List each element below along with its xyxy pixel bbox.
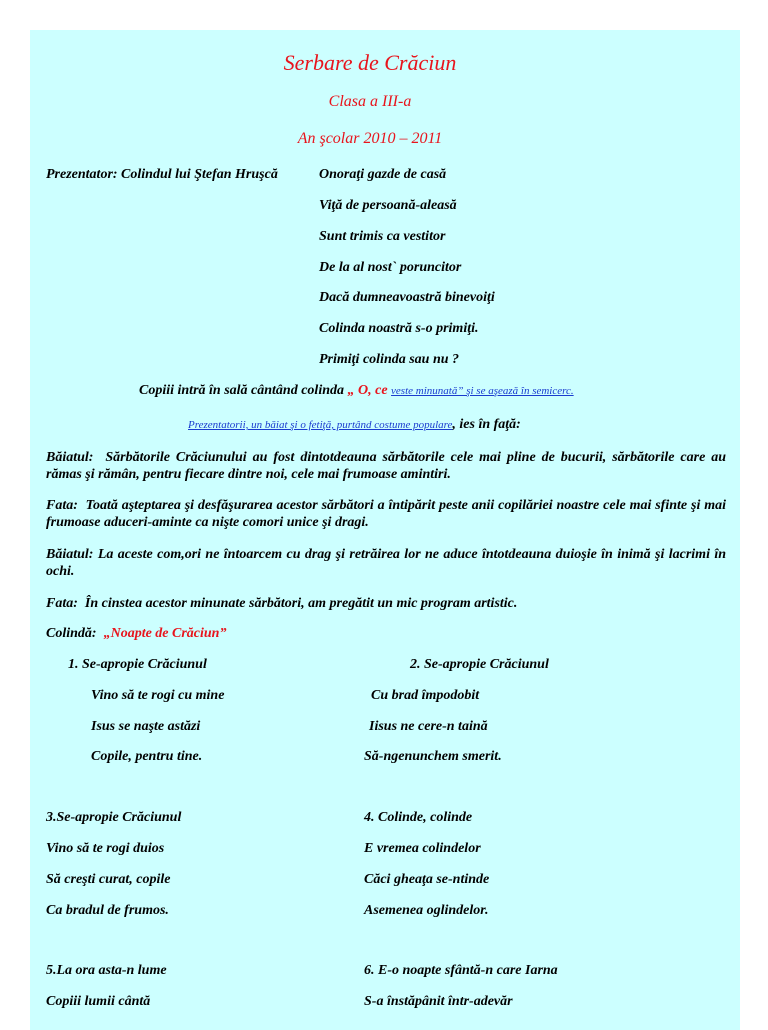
stage-direction-text: Copiii intră în sală cântând colinda <box>139 383 348 398</box>
presenters-link[interactable]: Prezentatorii, un băiat şi o fetiţă, purtând costume populare <box>188 419 453 431</box>
stanza-line: Copile, pentru tine. <box>91 749 203 764</box>
presenter-line: Sunt trimis ca vestitor <box>319 229 446 244</box>
stanza-line: 4. Colinde, colinde <box>364 810 473 825</box>
stanza-line: Să-ngenunchem smerit. <box>364 749 502 764</box>
stanza-line: 3.Se-apropie Crăciunul <box>46 810 182 825</box>
song-title: „ O, ce <box>347 383 392 398</box>
stanza-line: Isus se naşte astăzi <box>91 719 201 734</box>
school-year-line: An şcolar 2010 – 2011 <box>297 130 443 147</box>
stanza-line: Căci gheaţa se-ntinde <box>364 872 490 887</box>
carol-name: „Noapte de Crăciun” <box>103 626 227 641</box>
stanza-line: 6. E-o noapte sfântă-n care Iarna <box>364 963 558 978</box>
speaker: Fata: <box>46 498 78 513</box>
dialogue-line: Sărbătorile Crăciunului au fost dintotdeauna sărbătorile cele mai pline de bucurii, sărbătorile care au rămas şi rămân, pentru fiecare dintre noi, cele mai frumoase amintiri. <box>46 450 727 482</box>
stanza-line: Asemenea oglindelor. <box>364 903 489 918</box>
stage-direction-link[interactable]: veste minunată” şi se aşează în semicerc. <box>391 385 574 397</box>
carol-label: Colindă: <box>46 626 97 641</box>
stanza-line: 5.La ora asta-n lume <box>46 963 167 978</box>
presenter-line: Primiţi colinda sau nu ? <box>319 352 460 367</box>
stanza-line: Iisus ne cere-n taină <box>369 719 488 734</box>
stanza-line: Vino să te rogi cu mine <box>91 688 225 703</box>
dialogue-line: Toată aşteptarea şi desfăşurarea acestor sărbători a întipărit peste anii copilăriei noastre cele mai sfinte şi mai frumoase aduceri-aminte ca nişte comori unice şi dragi. <box>46 498 727 530</box>
presenter-line: Dacă dumneavoastră binevoiţi <box>319 290 495 305</box>
dialogue-line: La aceste com,ori ne întoarcem cu drag şi retrăirea lor ne aduce întotdeauna duioşie în inimă şi lacrimi în ochi. <box>46 547 727 579</box>
stanza-line: Cu brad împodobit <box>371 688 480 703</box>
stage-direction-text: , ies în faţă: <box>452 417 521 432</box>
dialogue-paragraph <box>46 497 726 531</box>
presenter-line: Onoraţi gazde de casă <box>319 167 447 182</box>
presenter-line: Viţă de persoană-aleasă <box>319 198 457 213</box>
presenter-line: Colinda noastră s-o primiţi. <box>319 321 479 336</box>
stage-direction-presenters <box>188 417 521 433</box>
dialogue-paragraph <box>46 546 726 580</box>
document-title: Serbare de Crăciun <box>283 50 457 75</box>
presenter-label: Prezentator: Colindul lui Ştefan Hruşcă <box>46 167 278 182</box>
presenter-line: De la al nost` poruncitor <box>319 260 462 275</box>
stanza-line: Ca bradul de frumos. <box>46 903 169 918</box>
class-line: Clasa a III-a <box>328 93 412 110</box>
carol-heading <box>46 626 226 642</box>
stanza-line: 1. Se-apropie Crăciunul <box>68 657 207 672</box>
stanza-line: S-a înstăpânit într-adevăr <box>364 994 513 1009</box>
stanza-line: Vino să te rogi duios <box>46 841 165 856</box>
dialogue-paragraph <box>46 449 726 483</box>
speaker: Băiatul: <box>46 450 94 465</box>
speaker: Băiatul: <box>46 547 94 562</box>
dialogue-paragraph <box>46 595 726 612</box>
stanza-line: Să creşti curat, copile <box>46 872 171 887</box>
stage-direction-entry <box>139 383 574 399</box>
dialogue-line: În cinstea acestor minunate sărbători, am pregătit un mic program artistic. <box>84 596 518 611</box>
document-page <box>30 30 740 1030</box>
speaker: Fata: <box>46 596 78 611</box>
stanza-line: E vremea colindelor <box>364 841 481 856</box>
stanza-line: 2. Se-apropie Crăciunul <box>410 657 549 672</box>
stanza-line: Copiii lumii cântă <box>46 994 151 1009</box>
